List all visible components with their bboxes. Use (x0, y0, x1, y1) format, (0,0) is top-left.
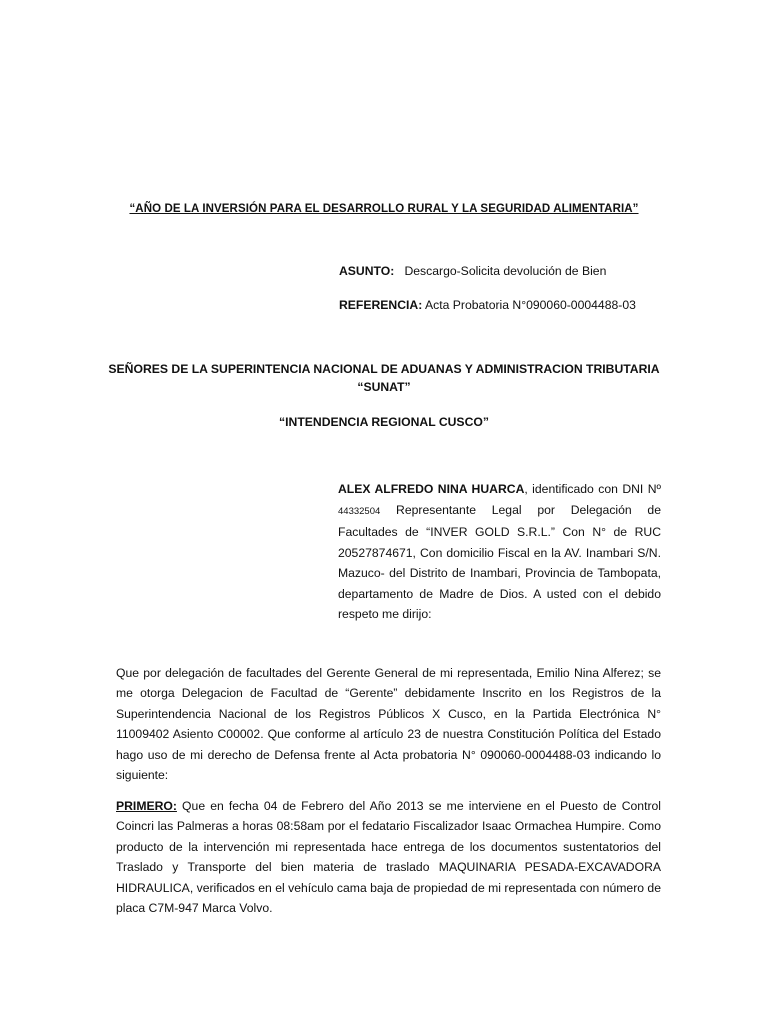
referencia-value: Acta Probatoria N°090060-0004488-03 (425, 298, 636, 312)
body-paragraph-2 (116, 796, 661, 918)
asunto-label: ASUNTO: (339, 264, 395, 278)
primero-label: PRIMERO: (116, 799, 177, 813)
asunto-value: Descargo-Solicita devolución de Bien (404, 264, 607, 278)
asunto-row (339, 263, 636, 279)
addressee-line-2: “SUNAT” (357, 380, 411, 394)
intro-paragraph (338, 479, 661, 625)
primero-text: Que en fecha 04 de Febrero del Año 2013 se me interviene en el Puesto de Control Coincri las Palmeras a horas 08:58am por el fedatario Fiscalizador Isaac Ormachea Humpire. Como producto de la intervención mi representada hace entrega de los documentos sustentatorios del Traslado y Transporte del bien materia de traslado MAQUINARIA PESADA-EXCAVADORA HIDRAULICA, verificados en el vehículo cama baja de propiedad de mi representada con número de placa C7M-947 Marca Volvo. (116, 799, 661, 916)
body-paragraph-1: Que por delegación de facultades del Gerente General de mi representada, Emilio Nina Alferez; se me otorga Delegacion de Facultad de “Gerente” debidamente Inscrito en los Registros de la Superintendencia Nacional de los Registros Públicos X Cusco, en la Partida Electrónica N° 11009402 Asiento C00002. Que conforme al artículo 23 de nuestra Constitución Política del Estado hago uso de mi derecho de Defensa frente al Acta probatoria N° 090060-0004488-03 indicando lo siguiente: (116, 666, 661, 783)
intro-text-b: Representante Legal por Delegación de Facultades de “INVER GOLD S.R.L.” Con N° de RUC 20527874671, Con domicilio Fiscal en la AV. Inambari S/N. Mazuco- del Distrito de Inambari, Provincia de Tambopata, departamento de Madre de Dios. A usted con el debido respeto me dirijo: (338, 502, 661, 621)
year-motto-heading: “AÑO DE LA INVERSIÓN PARA EL DESARROLLO RURAL Y LA SEGURIDAD ALIMENTARIA” (129, 203, 639, 215)
intro-text-a: , identificado con DNI Nº (524, 482, 661, 496)
subject-block (339, 263, 636, 313)
addressee-line-1: SEÑORES DE LA SUPERINTENCIA NACIONAL DE ADUANAS Y ADMINISTRACION TRIBUTARIA (108, 362, 660, 376)
referencia-label: REFERENCIA: (339, 298, 423, 312)
dni-number: 44332504 (338, 505, 381, 517)
referencia-row (339, 297, 636, 313)
representative-name: ALEX ALFREDO NINA HUARCA (338, 482, 525, 496)
addressee-line-3: “INTENDENCIA REGIONAL CUSCO” (279, 415, 489, 429)
